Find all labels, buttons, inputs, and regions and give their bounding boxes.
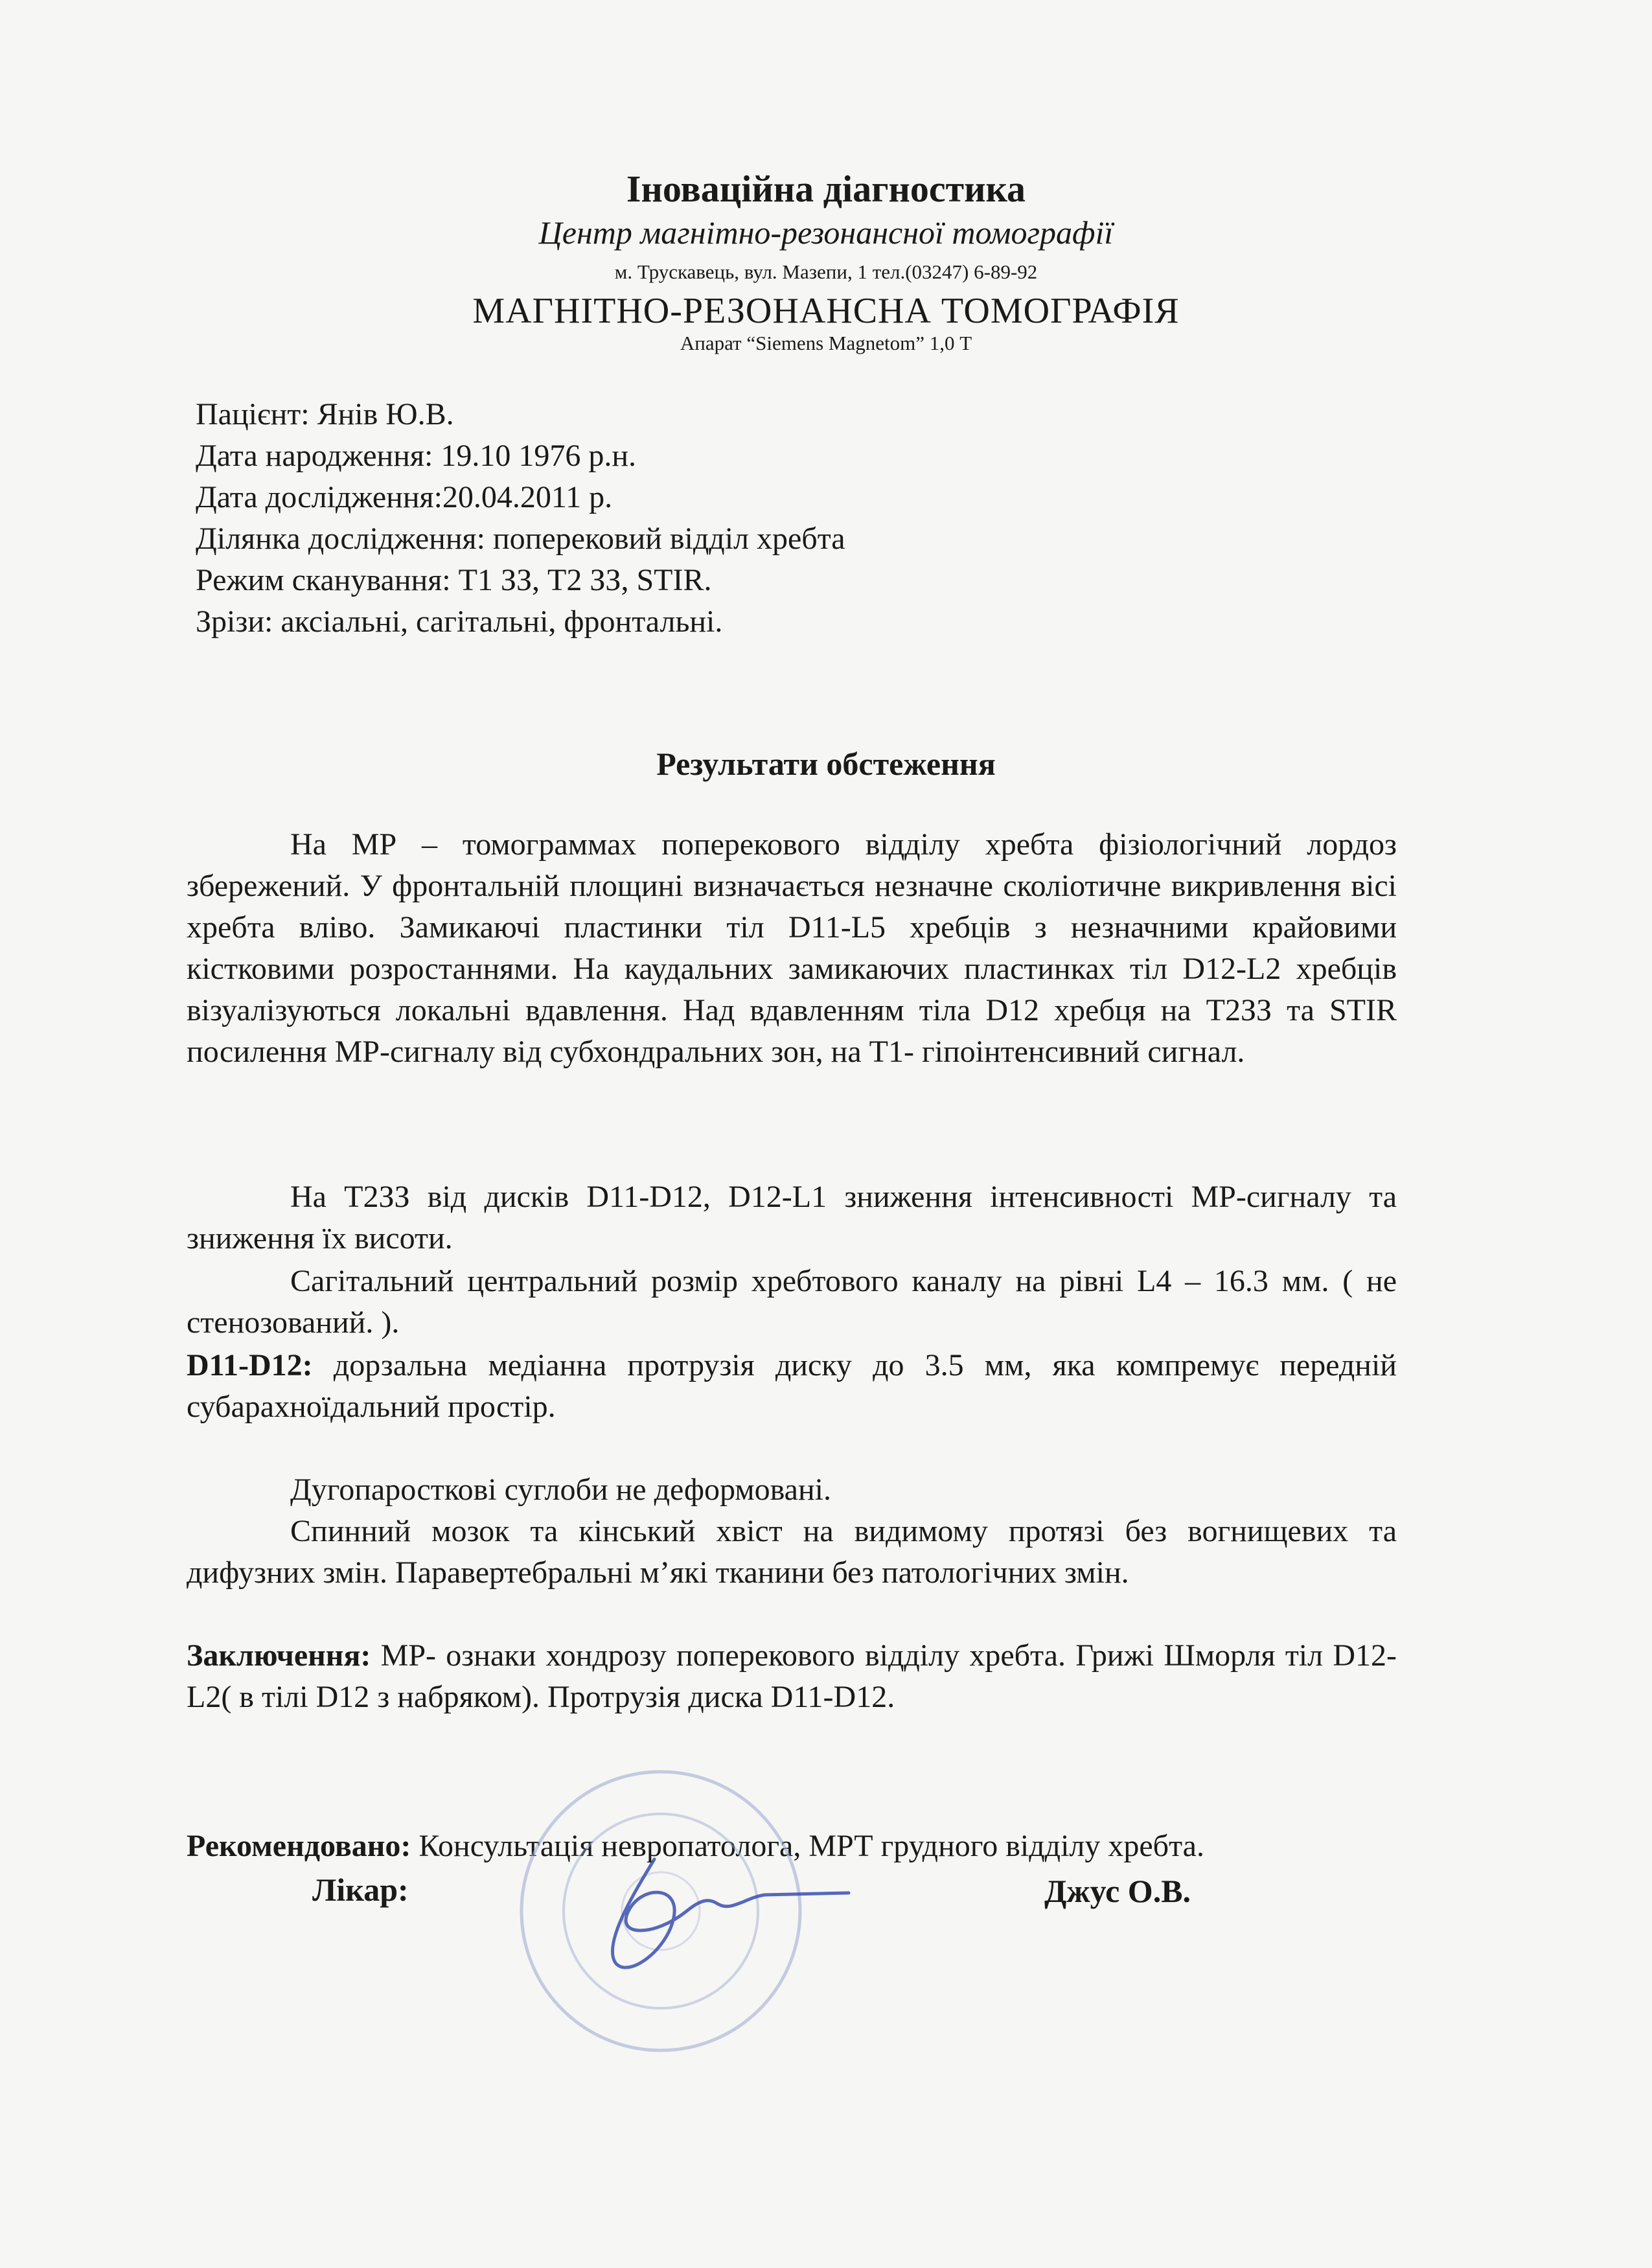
doctor-name: Джус О.В. <box>1044 1873 1191 1909</box>
patient-info <box>196 394 845 643</box>
protrusion-text: дорзальна медіанна протрузія диску до 3.5 мм, яка компремує передній субарахноїдальний простір. <box>187 1348 1397 1424</box>
recommendation-label: Рекомендовано: <box>187 1829 411 1863</box>
doctor-label: Лікар: <box>312 1872 409 1908</box>
modality-heading: МАГНІТНО-РЕЗОНАНСНА ТОМОГРАФІЯ <box>472 291 1180 331</box>
exam-date: Дата дослідження:20.04.2011 р. <box>196 480 613 514</box>
scan-mode: Режим сканування: Т1 ЗЗ, Т2 ЗЗ, STIR. <box>196 563 712 597</box>
exam-area: Ділянка дослідження: поперековий відділ хребта <box>196 521 845 556</box>
patient-name: Пацієнт: Янів Ю.В. <box>196 397 454 431</box>
spinal-cord-paragraph: Спинний мозок та кінський хвіст на видимому протязі без вогнищевих та дифузних змін. Паравертебральні м’які тканини без патологічних змін. <box>187 1514 1397 1590</box>
protrusion-label: D11-D12: <box>187 1348 313 1382</box>
discs-paragraph: На Т2ЗЗ від дисків D11-D12, D12-L1 зниження інтенсивності МР-сигналу та зниження їх висоти. <box>187 1180 1397 1255</box>
results-heading: Результати обстеження <box>656 746 996 782</box>
recommendation-text: Консультація невропатолога, МРТ грудного відділу хребта. <box>411 1829 1204 1863</box>
clinic-title: Іноваційна діагностика <box>626 168 1026 210</box>
conclusion-text: МР- ознаки хондрозу поперекового відділу хребта. Грижі Шморля тіл D12-L2( в тілі D12 з набряком). Протрузія диска D11-D12. <box>187 1638 1397 1714</box>
joints-paragraph: Дугопаросткові суглоби не деформовані. <box>290 1472 831 1507</box>
protrusion-paragraph <box>187 1345 1397 1428</box>
findings-paragraph: На МР – томограммах поперекового відділу хребта фізіологічний лордоз збережений. У фронтальній площині визначається незначне сколіотичне викривлення вісі хребта вліво. Замикаючі пластинки тіл D11-L5 хребців з незначними крайовими кістковими розростаннями. На каудальних замикаючих пластинках тіл D12-L2 хребців візуалізуються локальні вдавлення. Над вдавленням тіла D12 хребця на Т2ЗЗ та STIR посилення МР-сигналу від субхондральних зон, на Т1- гіпоінтенсивний сигнал. <box>187 827 1397 1069</box>
slices: Зрізи: аксіальні, сагітальні, фронтальні. <box>196 604 723 639</box>
doctor-signature <box>577 1840 875 1982</box>
conclusion-paragraph <box>187 1635 1397 1718</box>
device-info: Апарат “Siemens Magnetom” 1,0 Т <box>680 332 972 354</box>
clinic-subtitle: Центр магнітно-резонансної томографії <box>538 214 1114 251</box>
patient-birth-date: Дата народження: 19.10 1976 р.н. <box>196 439 637 473</box>
canal-paragraph: Сагітальний центральний розмір хребтового каналу на рівні L4 – 16.3 мм. ( не стенозований. ). <box>187 1264 1397 1340</box>
clinic-address: м. Трускавець, вул. Мазепи, 1 тел.(03247) 6-89-92 <box>614 260 1038 283</box>
conclusion-label: Заключення: <box>187 1638 371 1673</box>
